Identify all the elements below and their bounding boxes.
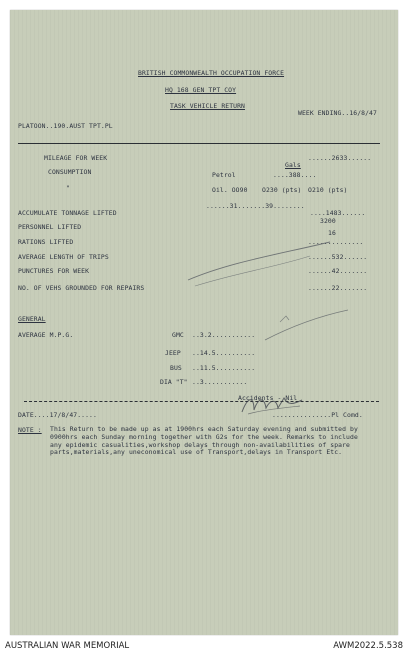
pencil-marks bbox=[10, 10, 398, 635]
gals-value: ....388.... bbox=[273, 171, 317, 179]
footer-bar bbox=[0, 638, 408, 653]
footer-attribution: AUSTRALIAN WAR MEMORIAL bbox=[5, 641, 130, 651]
ditto-mark: " bbox=[66, 184, 70, 192]
grounded-value: ......22....... bbox=[308, 284, 368, 292]
tonnage-label: ACCUMULATE TONNAGE LIFTED bbox=[18, 209, 117, 217]
tonnage-extra: 3200 bbox=[320, 217, 336, 225]
header-company: HQ 168 GEN TPT COY bbox=[165, 86, 237, 94]
date-line: DATE....17/8/47..... bbox=[18, 411, 97, 419]
note-text: This Return to be made up as at 1900hrs each Saturday evening and submitted by 0900hrs each Sunday morning together with G2s for the week. Remarks to include any epidemic casualities,workshop delays through non-availabilities of spare parts,materials,any uneconomical use of Transport,delays in Transport Etc. bbox=[50, 425, 358, 457]
header-organisation: BRITISH COMMONWEALTH OCCUPATION FORCE bbox=[138, 69, 285, 77]
consumption-label: CONSUMPTION bbox=[48, 168, 92, 176]
jeep-value: ..14.5.......... bbox=[192, 349, 256, 357]
grounded-label: NO. OF VEHS GROUNDED FOR REPAIRS bbox=[18, 284, 145, 292]
footer-catalogue-number: AWM2022.5.538 bbox=[333, 641, 403, 651]
gmc-label: GMC bbox=[172, 331, 184, 339]
rations-label: RATIONS LIFTED bbox=[18, 238, 74, 246]
oil-o210-label: O210 (pts) bbox=[308, 186, 348, 194]
bus-value: ..11.5.......... bbox=[192, 364, 256, 372]
dia-value: ..3........... bbox=[192, 378, 248, 386]
oil-label: Oil. OO90 bbox=[212, 186, 248, 194]
bus-label: BUS bbox=[170, 364, 182, 372]
accidents-note: Accidents - Nil bbox=[238, 394, 298, 402]
document-sheet bbox=[10, 10, 398, 635]
trips-label: AVERAGE LENGTH OF TRIPS bbox=[18, 253, 109, 261]
trips-value: ......532...... bbox=[308, 253, 368, 261]
signature-image bbox=[238, 392, 308, 418]
oil-values: ......31.......39........ bbox=[206, 202, 305, 210]
general-heading: GENERAL bbox=[18, 315, 46, 323]
week-ending: WEEK ENDING..16/8/47 bbox=[298, 109, 377, 117]
gmc-value: ..3.2........... bbox=[192, 331, 256, 339]
pl-comd-line: ...............Pl Comd. bbox=[272, 411, 363, 419]
personnel-value: 16 bbox=[328, 229, 336, 237]
oil-o230-label: O230 (pts) bbox=[262, 186, 302, 194]
petrol-label: Petrol bbox=[212, 171, 236, 179]
tonnage-value: ....1483...... bbox=[310, 209, 366, 217]
mileage-label: MILEAGE FOR WEEK bbox=[44, 154, 108, 162]
personnel-label: PERSONNEL LIFTED bbox=[18, 223, 82, 231]
header-return-title: TASK VEHICLE RETURN bbox=[170, 102, 246, 110]
avg-mpg-label: AVERAGE M.P.G. bbox=[18, 331, 74, 339]
note-label: NOTE : bbox=[18, 426, 42, 434]
punctures-value: ......42....... bbox=[308, 267, 368, 275]
jeep-label: JEEP bbox=[165, 349, 181, 357]
punctures-label: PUNCTURES FOR WEEK bbox=[18, 267, 90, 275]
gals-label: Gals bbox=[285, 161, 301, 169]
mileage-value: ......2633...... bbox=[308, 154, 372, 162]
dia-label: DIA "T" bbox=[160, 378, 188, 386]
platoon-line: PLATOON..190.AUST TPT.PL bbox=[18, 122, 113, 130]
rations-value: .............. bbox=[308, 238, 364, 246]
